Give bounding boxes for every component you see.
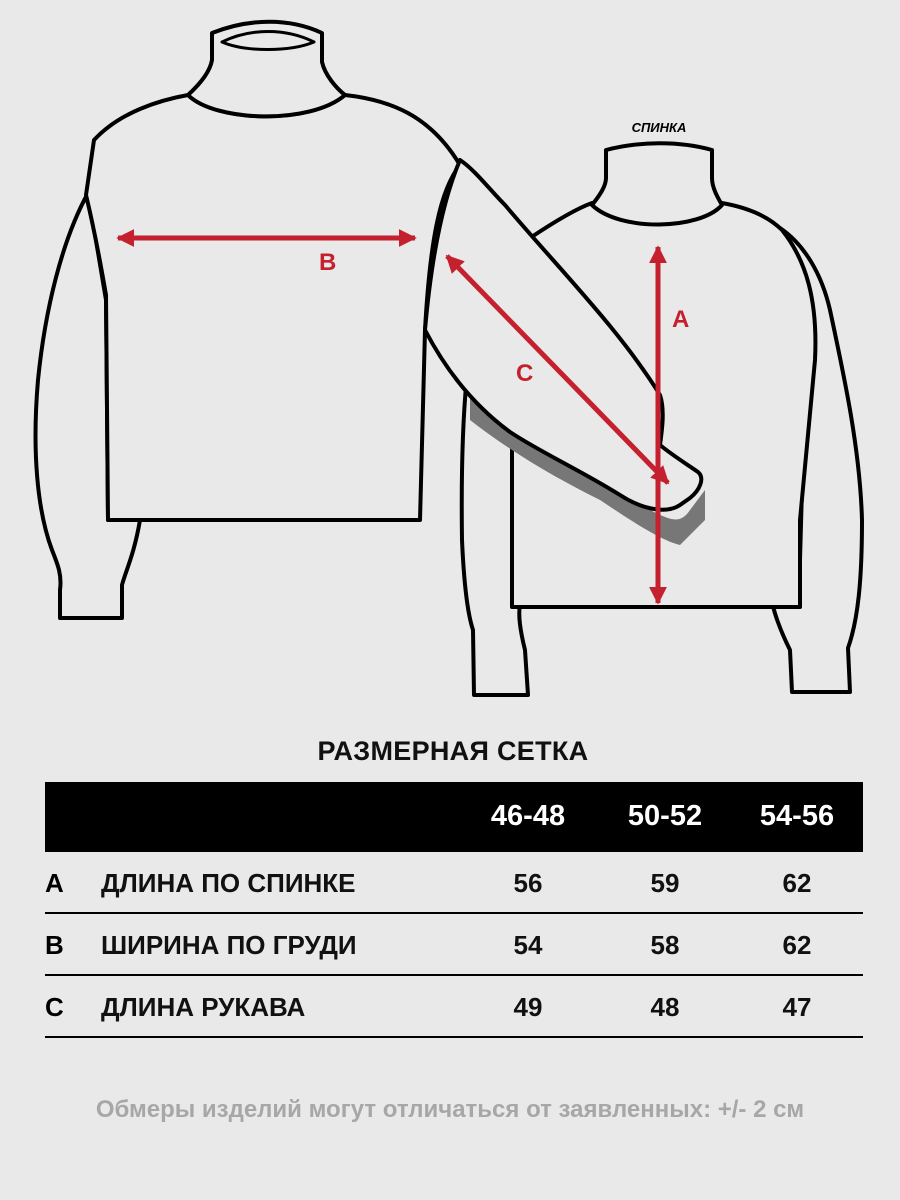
size-header-2: 50-52 (627, 800, 703, 832)
row-key: A (45, 868, 64, 898)
size-chart-title: РАЗМЕРНАЯ СЕТКА (317, 736, 589, 766)
size-header-1: 46-48 (490, 800, 566, 832)
row-key: B (45, 930, 64, 960)
row-value: 62 (782, 930, 812, 960)
row-name: ШИРИНА ПО ГРУДИ (101, 930, 357, 960)
table-row-a (45, 852, 863, 914)
row-value: 58 (650, 930, 680, 960)
marker-b-label: B (319, 249, 337, 276)
table-row-b (45, 914, 863, 976)
row-value: 62 (782, 868, 812, 898)
back-view-label: СПИНКА (631, 120, 687, 135)
row-value: 54 (513, 930, 543, 960)
row-value: 59 (650, 868, 680, 898)
row-name: ДЛИНА РУКАВА (101, 992, 306, 1022)
measurement-disclaimer: Обмеры изделий могут отличаться от заявленных: +/- 2 см (95, 1096, 805, 1123)
row-value: 49 (513, 992, 543, 1022)
marker-c-label: C (516, 360, 534, 387)
row-value: 56 (513, 868, 543, 898)
table-row-c (45, 976, 863, 1038)
row-key: C (45, 992, 64, 1022)
marker-a-label: A (672, 306, 690, 333)
size-table (45, 782, 863, 1038)
size-header-3: 54-56 (759, 800, 835, 832)
row-name: ДЛИНА ПО СПИНКЕ (101, 868, 356, 898)
size-table-header (45, 782, 863, 852)
row-value: 47 (782, 992, 812, 1022)
row-value: 48 (650, 992, 680, 1022)
